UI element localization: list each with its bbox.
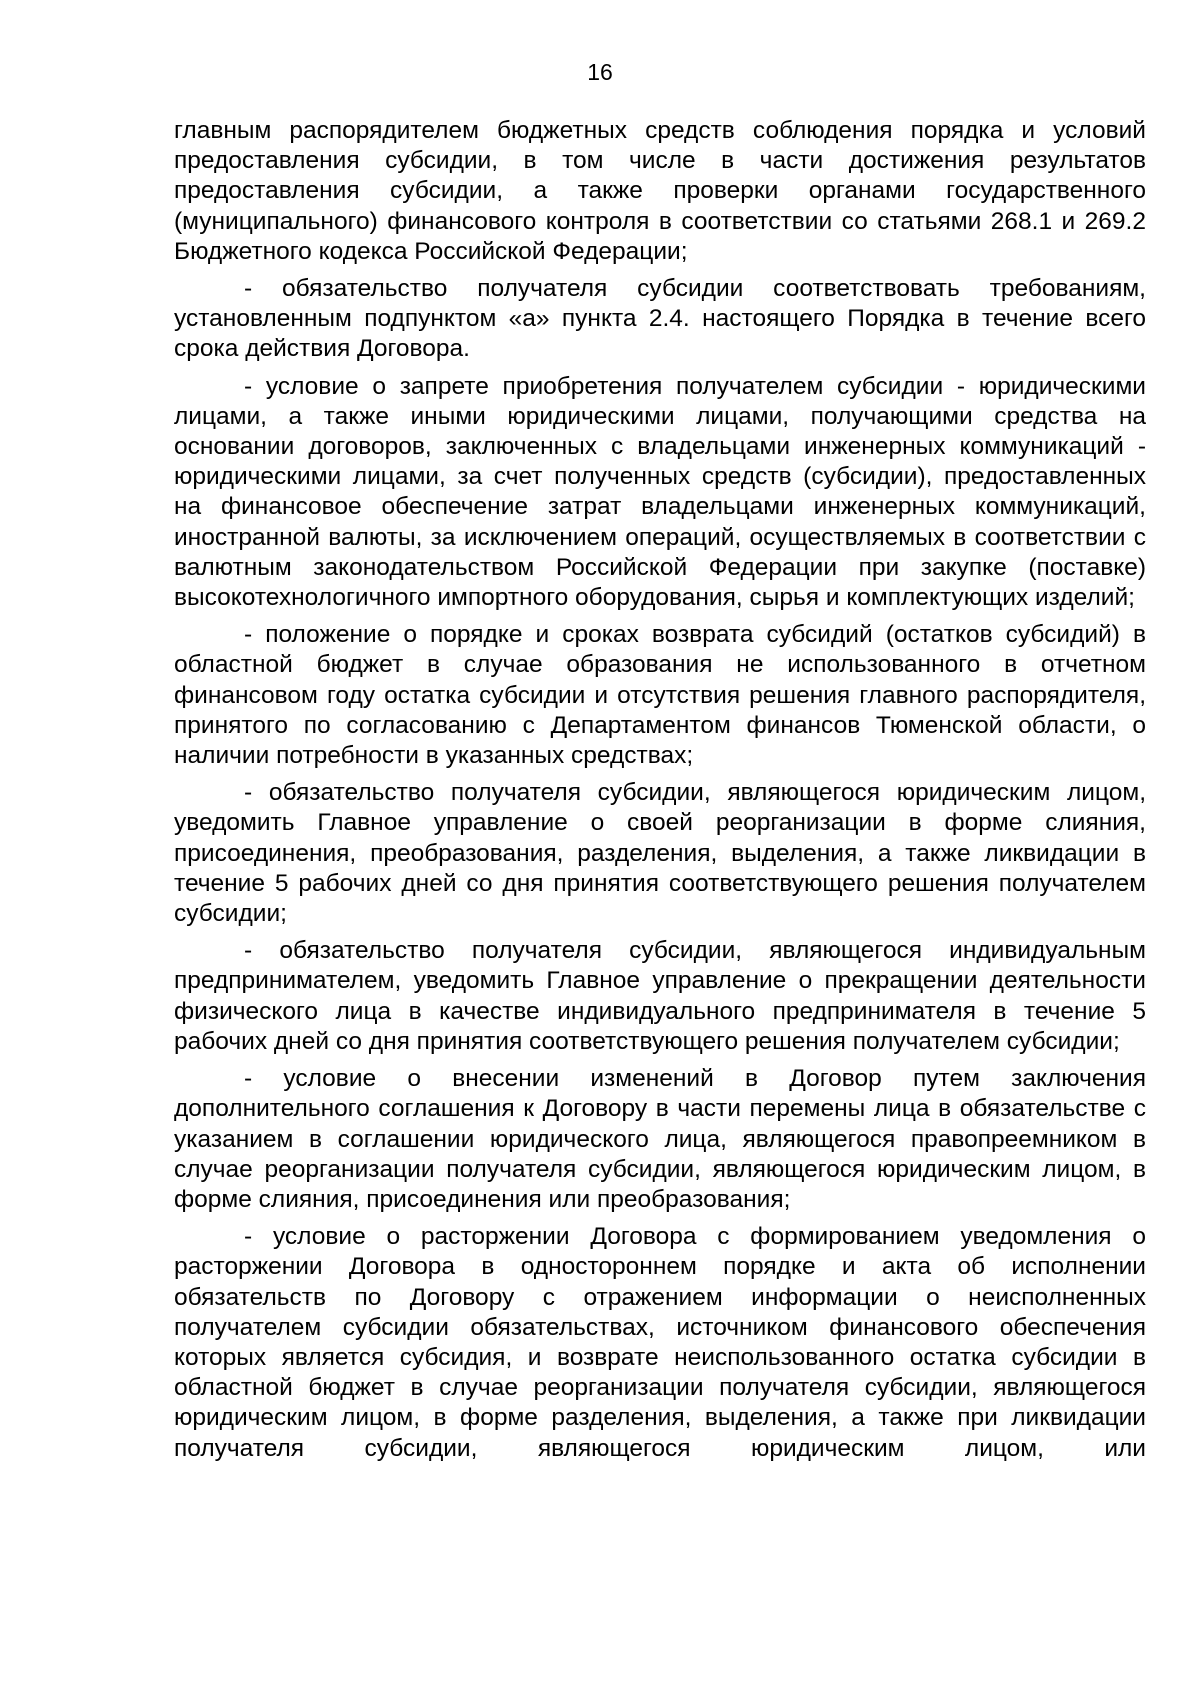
paragraph-legal-entity-notice: - обязательство получателя субсидии, являющегося юридическим лицом, уведомить Главное управление о своей реорганизации в форме слияния, присоединения, преобразования, разделения, выделения, а также ликвидации в течение 5 рабочих дней со дня принятия соответствующего решения получателем субсидии;	[174, 779, 1146, 928]
paragraph-continuation: главным распорядителем бюджетных средств соблюдения порядка и условий предоставления субсидии, в том числе в части достижения результатов предоставления субсидии, а также проверки органами государственного (муниципального) финансового контроля в соответствии со статьями 268.1 и 269.2 Бюджетного кодекса Российской Федерации;	[174, 117, 1146, 265]
paragraph-contract-termination: - условие о расторжении Договора с формированием уведомления о расторжении Договора в одностороннем порядке и акта об исполнении обязательств по Договору с отражением информации о неисполненных получателем субсидии обязательствах, источником финансового обеспечения которых является субсидия, и возврате неиспользованного остатка субсидии в областной бюджет в случае реорганизации получателя субсидии, являющегося юридическим лицом, в форме разделения, выделения, а также при ликвидации получателя субсидии, являющегося юридическим лицом, или	[174, 1223, 1146, 1462]
paragraph-entrepreneur-notice: - обязательство получателя субсидии, являющегося индивидуальным предпринимателем, уведомить Главное управление о прекращении деятельности физического лица в качестве индивидуального предпринимателя в течение 5 рабочих дней со дня принятия соответствующего решения получателем субсидии;	[174, 937, 1146, 1055]
paragraph-contract-amendment: - условие о внесении изменений в Договор путем заключения дополнительного соглашения к Договору в части перемены лица в обязательстве с указанием в соглашении юридического лица, являющегося правопреемником в случае реорганизации получателя субсидии, являющегося юридическим лицом, в форме слияния, присоединения или преобразования;	[174, 1065, 1146, 1213]
paragraph-compliance-obligation: - обязательство получателя субсидии соответствовать требованиям, установленным подпунктом «а» пункта 2.4. настоящего Порядка в течение всего срока действия Договора.	[174, 275, 1146, 363]
paragraph-currency-prohibition: - условие о запрете приобретения получателем субсидии - юридическими лицами, а также иными юридическими лицами, получающими средства на основании договоров, заключенных с владельцами инженерных коммуникаций - юридическими лицами, за счет полученных средств (субсидии), предоставленных на финансовое обеспечение затрат владельцами инженерных коммуникаций, иностранной валюты, за исключением операций, осуществляемых в соответствии с валютным законодательством Российской Федерации при закупке (поставке) высокотехнологичного импортного оборудования, сырья и комплектующих изделий;	[174, 372, 1146, 612]
paragraph-subsidy-return: - положение о порядке и сроках возврата субсидий (остатков субсидий) в областной бюджет в случае образования не использованного в отчетном финансовом году остатка субсидии и отсутствия решения главного распорядителя, принятого по согласованию с Департаментом финансов Тюменской области, о наличии потребности в указанных средствах;	[174, 621, 1146, 770]
page-number: 16	[587, 59, 613, 85]
document-body	[174, 116, 1146, 1471]
